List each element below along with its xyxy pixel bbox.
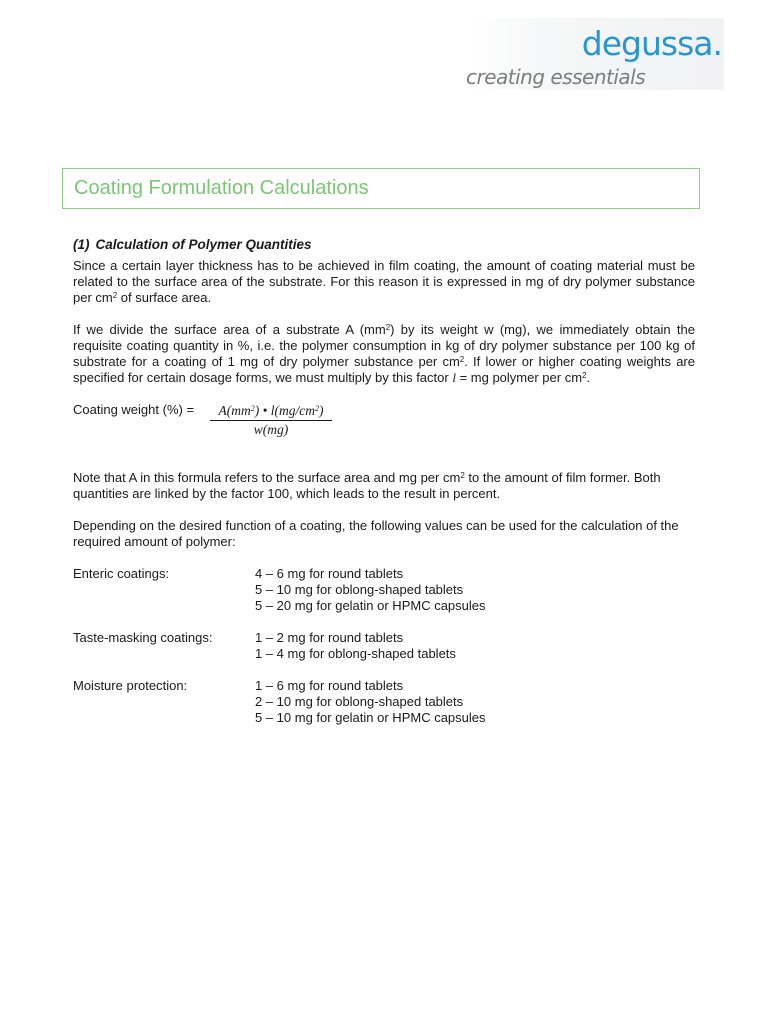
coating-value: 1 – 4 mg for oblong-shaped tablets bbox=[255, 646, 456, 661]
coating-value: 5 – 10 mg for oblong-shaped tablets bbox=[255, 582, 464, 597]
paragraph-surface-area bbox=[73, 322, 695, 386]
paragraph-note bbox=[73, 470, 695, 502]
coating-value: 1 – 6 mg for round tablets bbox=[255, 678, 404, 693]
numerator-part-a: A(mm bbox=[218, 403, 251, 418]
para2-text-d: = mg polymer per cm bbox=[455, 370, 583, 385]
paragraph-layer-thickness bbox=[73, 258, 695, 306]
page-title: Coating Formulation Calculations bbox=[74, 177, 369, 199]
formula-label: Coating weight (%) = bbox=[73, 402, 195, 417]
coating-value: 5 – 10 mg for gelatin or HPMC capsules bbox=[255, 710, 486, 725]
superscript-2: 2 bbox=[385, 323, 391, 332]
coating-value: 5 – 20 mg for gelatin or HPMC capsules bbox=[255, 598, 486, 613]
coating-values bbox=[255, 678, 486, 726]
para2-text-c: . If lower or higher coating weights are specified for certain dosage forms, we must multiply by this factor bbox=[73, 354, 695, 385]
superscript-2: 2 bbox=[582, 371, 587, 380]
para2-text-e: . bbox=[586, 370, 591, 385]
coating-group-moisture bbox=[73, 678, 695, 726]
section-heading bbox=[73, 236, 695, 254]
formula-numerator bbox=[210, 402, 332, 421]
company-logo bbox=[466, 18, 724, 90]
note-text-a: Note that A in this formula refers to the surface area and mg per cm bbox=[73, 470, 461, 485]
coating-label: Enteric coatings: bbox=[73, 566, 170, 581]
section-number: (1) bbox=[73, 237, 90, 252]
logo-wordmark: degussa. bbox=[581, 24, 722, 63]
formula-fraction bbox=[210, 402, 332, 438]
para2-text-b: ) by its weight w (mg), we immediately obtain the requisite coating quantity in %, i.e. the polymer consumption in kg of dry polymer substance per 100 kg of substrate for a coating of 1 mg of dry polymer substance per cm bbox=[73, 322, 696, 369]
coating-group-taste-masking bbox=[73, 630, 695, 662]
coating-label: Moisture protection: bbox=[73, 678, 188, 693]
coating-group-enteric bbox=[73, 566, 695, 614]
superscript-2: 2 bbox=[459, 355, 465, 364]
title-box bbox=[62, 168, 700, 209]
paragraph-depending: Depending on the desired function of a coating, the following values can be used for the calculation of the required amount of polymer: bbox=[73, 518, 679, 549]
formula-denominator: w(mg) bbox=[253, 422, 289, 437]
para2-text-a: If we divide the surface area of a substrate A (mm bbox=[73, 322, 386, 337]
superscript-2: 2 bbox=[112, 291, 118, 300]
coating-values bbox=[255, 566, 486, 614]
document-body bbox=[73, 236, 695, 742]
coating-value: 4 – 6 mg for round tablets bbox=[255, 566, 404, 581]
factor-l: l bbox=[452, 370, 456, 385]
coating-label: Taste-masking coatings: bbox=[73, 630, 213, 645]
coating-value: 1 – 2 mg for round tablets bbox=[255, 630, 404, 645]
note-text-b: to the amount of film former. Both quantities are linked by the factor 100, which leads to the result in percent. bbox=[73, 470, 661, 501]
para1-text-a: Since a certain layer thickness has to be achieved in film coating, the amount of coating material must be related to the surface area of the substrate. For this reason it is expressed in mg of dry polymer substance per cm bbox=[73, 258, 695, 305]
coating-values bbox=[255, 630, 456, 662]
superscript-2: 2 bbox=[314, 404, 319, 413]
numerator-part-b: ) • l(mg/cm bbox=[254, 403, 315, 418]
para1-text-b: of surface area. bbox=[117, 290, 212, 305]
coating-value: 2 – 10 mg for oblong-shaped tablets bbox=[255, 694, 464, 709]
formula bbox=[73, 402, 695, 462]
numerator-part-c: ) bbox=[318, 403, 324, 418]
logo-tagline: creating essentials bbox=[466, 65, 646, 89]
section-title: Calculation of Polymer Quantities bbox=[95, 237, 312, 252]
superscript-2: 2 bbox=[460, 471, 465, 480]
superscript-2: 2 bbox=[250, 404, 255, 413]
